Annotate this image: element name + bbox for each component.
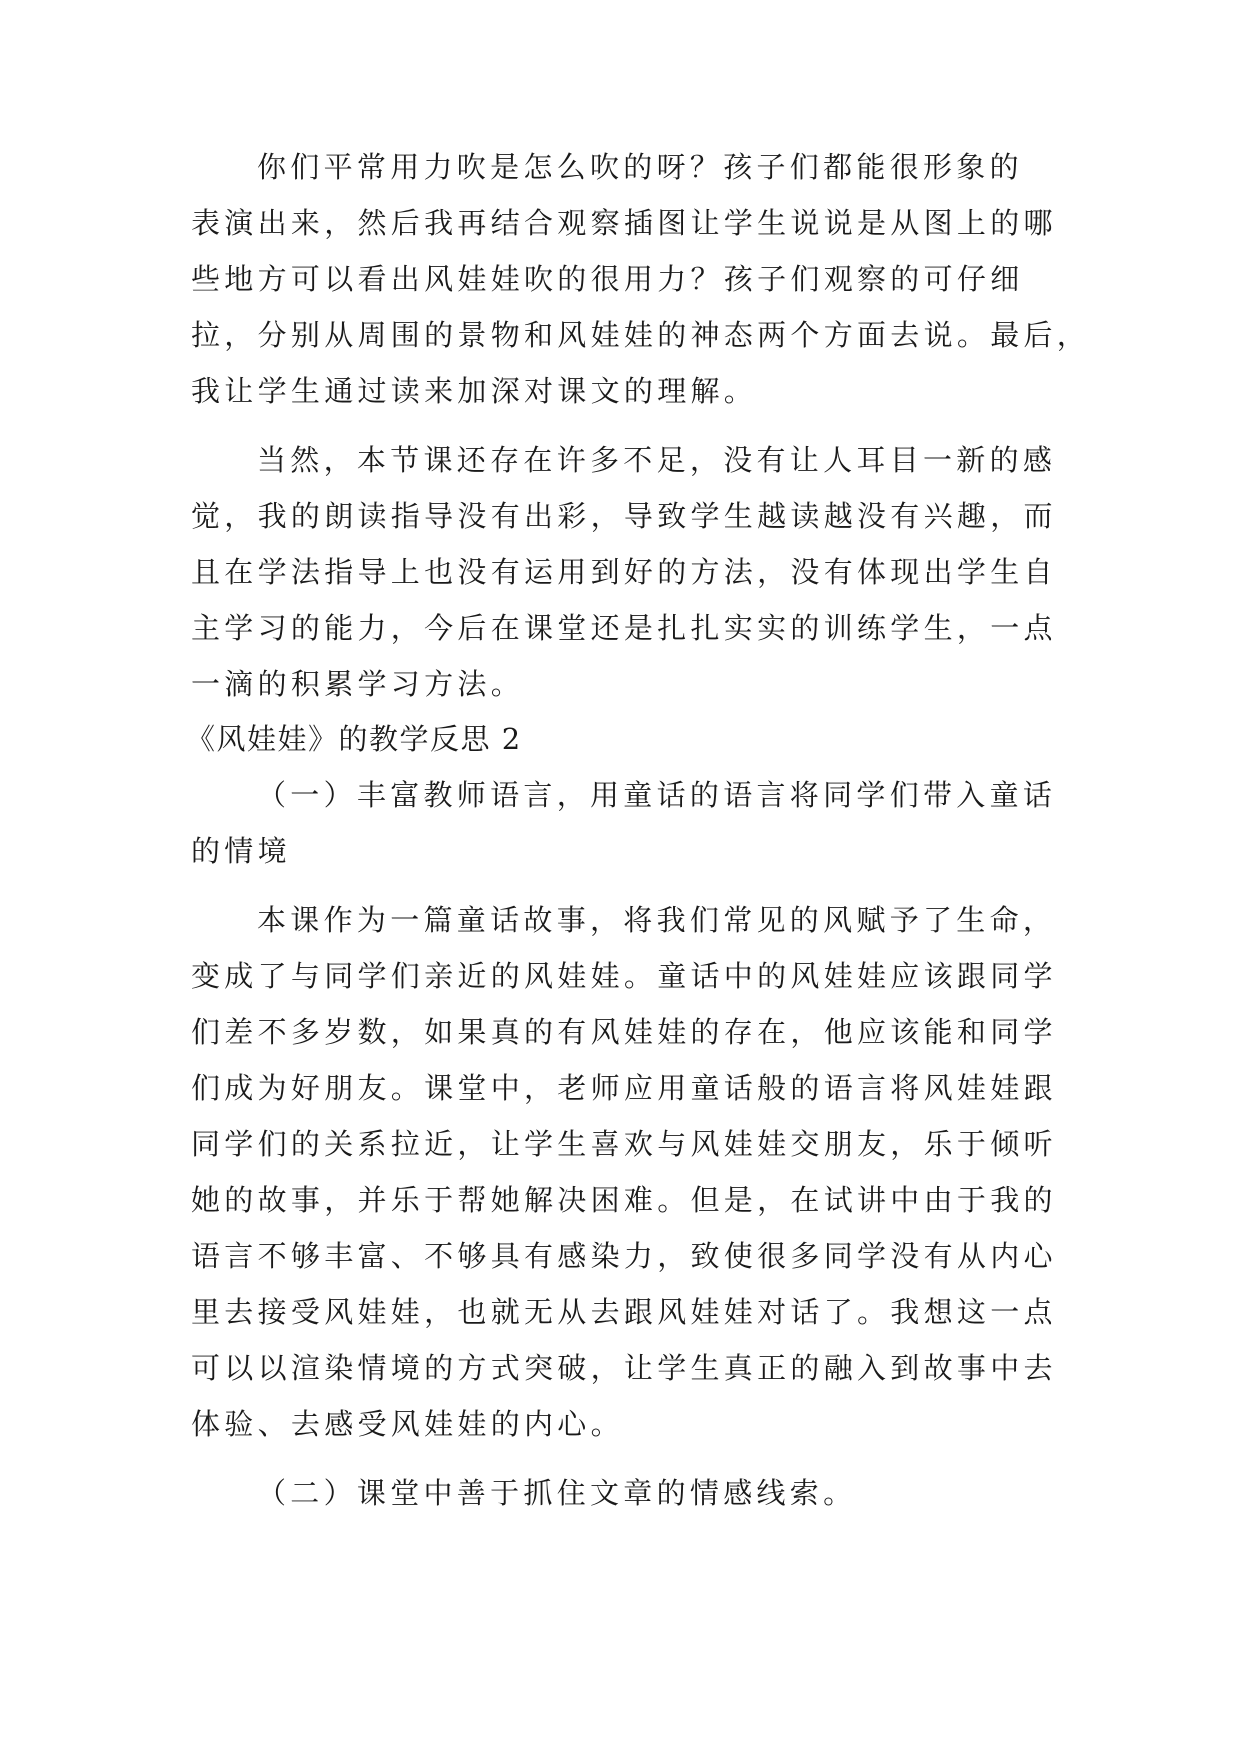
text-line: 同学们的关系拉近，让学生喜欢与风娃娃交朋友，乐于倾听 (191, 1127, 1057, 1161)
text-line: 变成了与同学们亲近的风娃娃。童话中的风娃娃应该跟同学 (191, 959, 1057, 993)
text-line: 的情境 (191, 834, 291, 868)
text-line: 我让学生通过读来加深对课文的理解。 (191, 374, 758, 408)
text-line: 拉，分别从周围的景物和风娃娃的神态两个方面去说。最后， (191, 318, 1091, 352)
text-line: 语言不够丰富、不够具有感染力，致使很多同学没有从内心 (191, 1239, 1057, 1273)
section-heading: 《风娃娃》的教学反思 2 (186, 722, 522, 756)
text-line: 她的故事，并乐于帮她解决困难。但是，在试讲中由于我的 (191, 1183, 1057, 1217)
text-line: 主学习的能力，今后在课堂还是扎扎实实的训练学生，一点 (191, 611, 1057, 645)
text-line: 可以以渲染情境的方式突破，让学生真正的融入到故事中去 (191, 1351, 1057, 1385)
text-line: 本课作为一篇童话故事，将我们常见的风赋予了生命， (257, 903, 1057, 937)
text-line: 且在学法指导上也没有运用到好的方法，没有体现出学生自 (191, 555, 1057, 589)
text-line: 们差不多岁数，如果真的有风娃娃的存在，他应该能和同学 (191, 1015, 1057, 1049)
text-line: 些地方可以看出风娃娃吹的很用力？孩子们观察的可仔细 (191, 262, 1024, 296)
text-line: 觉，我的朗读指导没有出彩，导致学生越读越没有兴趣，而 (191, 499, 1057, 533)
text-line: 一滴的积累学习方法。 (191, 667, 525, 701)
subsection-heading: （一）丰富教师语言，用童话的语言将同学们带入童话 (257, 778, 1057, 812)
text-line: 表演出来，然后我再结合观察插图让学生说说是从图上的哪 (191, 206, 1057, 240)
text-line: 当然，本节课还存在许多不足，没有让人耳目一新的感 (257, 443, 1057, 477)
text-line: 里去接受风娃娃，也就无从去跟风娃娃对话了。我想这一点 (191, 1295, 1057, 1329)
text-line: 你们平常用力吹是怎么吹的呀？孩子们都能很形象的 (257, 150, 1023, 184)
text-line: 们成为好朋友。课堂中，老师应用童话般的语言将风娃娃跟 (191, 1071, 1057, 1105)
subsection-heading: （二）课堂中善于抓住文章的情感线索。 (257, 1476, 857, 1510)
text-line: 体验、去感受风娃娃的内心。 (191, 1407, 624, 1441)
